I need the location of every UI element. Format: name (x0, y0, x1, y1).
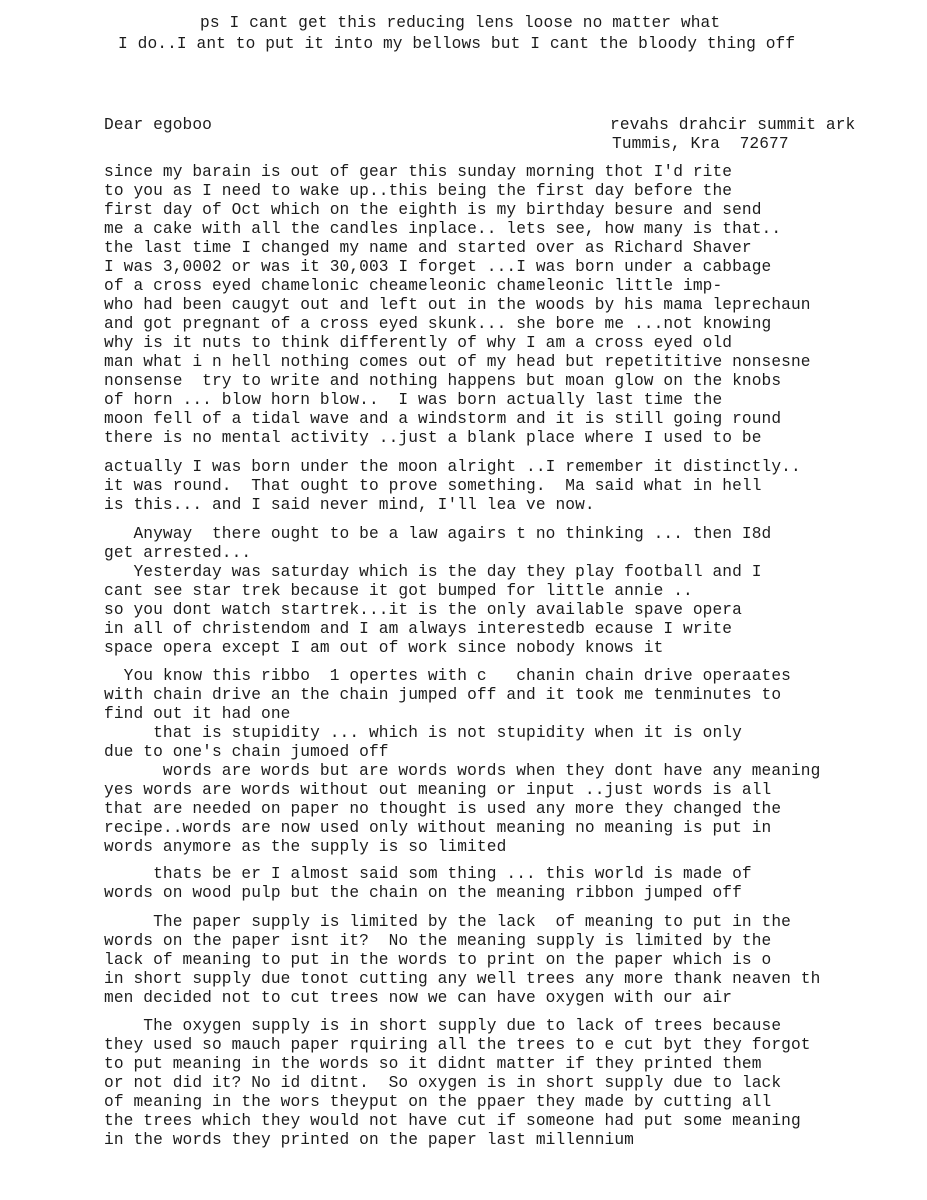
body-line: space opera except I am out of work since nobody knows it (104, 639, 664, 657)
address-line-2: Tummis, Kra 72677 (612, 135, 789, 153)
body-line: since my barain is out of gear this sunday morning thot I'd rite (104, 163, 733, 181)
address-line-1: revahs drahcir summit ark (610, 116, 856, 134)
body-line: who had been caugyt out and left out in the woods by his mama leprechaun (104, 296, 811, 314)
body-line: and got pregnant of a cross eyed skunk... she bore me ...not knowing (104, 315, 772, 333)
body-line: words on the paper isnt it? No the meaning supply is limited by the (104, 932, 772, 950)
body-line: that is stupidity ... which is not stupidity when it is only (104, 724, 742, 742)
body-line: man what i n hell nothing comes out of my head but repetititive nonsesne (104, 353, 811, 371)
body-line: Anyway there ought to be a law agairs t no thinking ... then I8d (104, 525, 772, 543)
body-line: lack of meaning to put in the words to print on the paper which is o (104, 951, 772, 969)
body-line: The oxygen supply is in short supply due to lack of trees because (104, 1017, 782, 1035)
body-line: so you dont watch startrek...it is the only available spave opera (104, 601, 742, 619)
postscript-line-1: ps I cant get this reducing lens loose no matter what (200, 14, 721, 32)
body-line: recipe..words are now used only without meaning no meaning is put in (104, 819, 772, 837)
body-line: nonsense try to write and nothing happens but moan glow on the knobs (104, 372, 782, 390)
body-line: thats be er I almost said som thing ... this world is made of (104, 865, 752, 883)
body-line: why is it nuts to think differently of why I am a cross eyed old (104, 334, 733, 352)
body-line: first day of Oct which on the eighth is my birthday besure and send (104, 201, 762, 219)
body-line: to put meaning in the words so it didnt matter if they printed them (104, 1055, 762, 1073)
body-line: words are words but are words words when they dont have any meaning (104, 762, 821, 780)
body-line: me a cake with all the candles inplace.. lets see, how many is that.. (104, 220, 782, 238)
body-line: get arrested... (104, 544, 252, 562)
postscript-line-2: I do..I ant to put it into my bellows but I cant the bloody thing off (118, 35, 796, 53)
body-line: is this... and I said never mind, I'll lea ve now. (104, 496, 595, 514)
body-line: in short supply due tonot cutting any well trees any more thank neaven th (104, 970, 821, 988)
body-line: actually I was born under the moon alright ..I remember it distinctly.. (104, 458, 801, 476)
salutation: Dear egoboo (104, 116, 212, 134)
body-line: of a cross eyed chamelonic cheameleonic chameleonic little imp- (104, 277, 723, 295)
body-line: that are needed on paper no thought is used any more they changed the (104, 800, 782, 818)
body-line: in all of christendom and I am always interestedb ecause I write (104, 620, 733, 638)
body-line: there is no mental activity ..just a blank place where I used to be (104, 429, 762, 447)
body-line: due to one's chain jumoed off (104, 743, 389, 761)
body-line: find out it had one (104, 705, 291, 723)
body-line: You know this ribbo 1 opertes with c chanin chain drive operaates (104, 667, 791, 685)
body-line: moon fell of a tidal wave and a windstorm and it is still going round (104, 410, 782, 428)
body-line: it was round. That ought to prove something. Ma said what in hell (104, 477, 762, 495)
body-line: or not did it? No id ditnt. So oxygen is in short supply due to lack (104, 1074, 782, 1092)
body-line: in the words they printed on the paper last millennium (104, 1131, 634, 1149)
body-line: The paper supply is limited by the lack of meaning to put in the (104, 913, 791, 931)
body-line: yes words are words without out meaning or input ..just words is all (104, 781, 772, 799)
body-line: they used so mauch paper rquiring all the trees to e cut byt they forgot (104, 1036, 811, 1054)
body-line: the trees which they would not have cut if someone had put some meaning (104, 1112, 801, 1130)
body-line: I was 3,0002 or was it 30,003 I forget ...I was born under a cabbage (104, 258, 772, 276)
body-line: to you as I need to wake up..this being the first day before the (104, 182, 733, 200)
body-line: of meaning in the wors theyput on the ppaer they made by cutting all (104, 1093, 772, 1111)
body-line: with chain drive an the chain jumped off and it took me tenminutes to (104, 686, 782, 704)
body-line: cant see star trek because it got bumped for little annie .. (104, 582, 693, 600)
body-line: words anymore as the supply is so limited (104, 838, 507, 856)
body-line: Yesterday was saturday which is the day they play football and I (104, 563, 762, 581)
body-line: words on wood pulp but the chain on the meaning ribbon jumped off (104, 884, 742, 902)
body-line: of horn ... blow horn blow.. I was born actually last time the (104, 391, 723, 409)
body-line: the last time I changed my name and started over as Richard Shaver (104, 239, 752, 257)
body-line: men decided not to cut trees now we can have oxygen with our air (104, 989, 733, 1007)
